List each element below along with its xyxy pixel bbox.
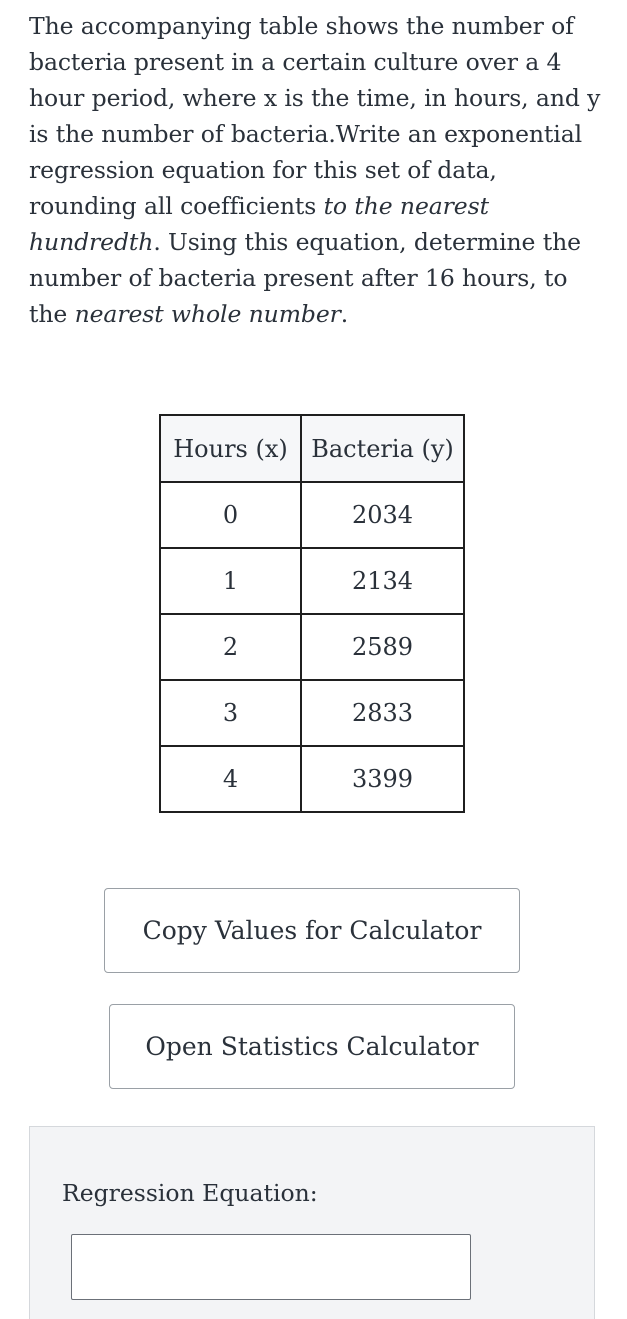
- cell-bacteria: 2833: [301, 680, 464, 746]
- question-emphasis-whole-number: nearest whole number: [74, 300, 341, 328]
- table-row: [160, 746, 464, 812]
- cell-bacteria: 2589: [301, 614, 464, 680]
- open-statistics-calculator-button[interactable]: Open Statistics Calculator: [109, 1004, 515, 1089]
- regression-equation-input[interactable]: [71, 1234, 471, 1300]
- cell-hours: 4: [160, 746, 301, 812]
- header-bacteria: Bacteria (y): [301, 415, 464, 482]
- cell-bacteria: 3399: [301, 746, 464, 812]
- answer-panel: [29, 1126, 595, 1319]
- header-hours: Hours (x): [160, 415, 301, 482]
- question-text-part1: The accompanying table shows the number of bacteria present in a certain culture over a 4 hour period, where x is the time, in hours, and y is the number of bacteria.Write an exponential regression equation for this set of data, rounding all coefficients: [29, 12, 601, 220]
- regression-equation-label: Regression Equation:: [62, 1179, 318, 1207]
- question-text: [29, 8, 604, 332]
- table-row: [160, 614, 464, 680]
- cell-bacteria: 2134: [301, 548, 464, 614]
- cell-hours: 3: [160, 680, 301, 746]
- cell-bacteria: 2034: [301, 482, 464, 548]
- table-row: [160, 680, 464, 746]
- question-text-part3: .: [340, 300, 349, 328]
- data-table: [159, 414, 465, 813]
- cell-hours: 0: [160, 482, 301, 548]
- cell-hours: 1: [160, 548, 301, 614]
- table-row: [160, 482, 464, 548]
- question-text-part2: . Using this equation, determine the number of bacteria present after 16 hours, to the: [29, 228, 581, 328]
- question-emphasis-hundredth: to the nearest hundredth: [29, 192, 489, 256]
- table-row: [160, 548, 464, 614]
- copy-values-button[interactable]: Copy Values for Calculator: [104, 888, 520, 973]
- cell-hours: 2: [160, 614, 301, 680]
- table-header-row: [160, 415, 464, 482]
